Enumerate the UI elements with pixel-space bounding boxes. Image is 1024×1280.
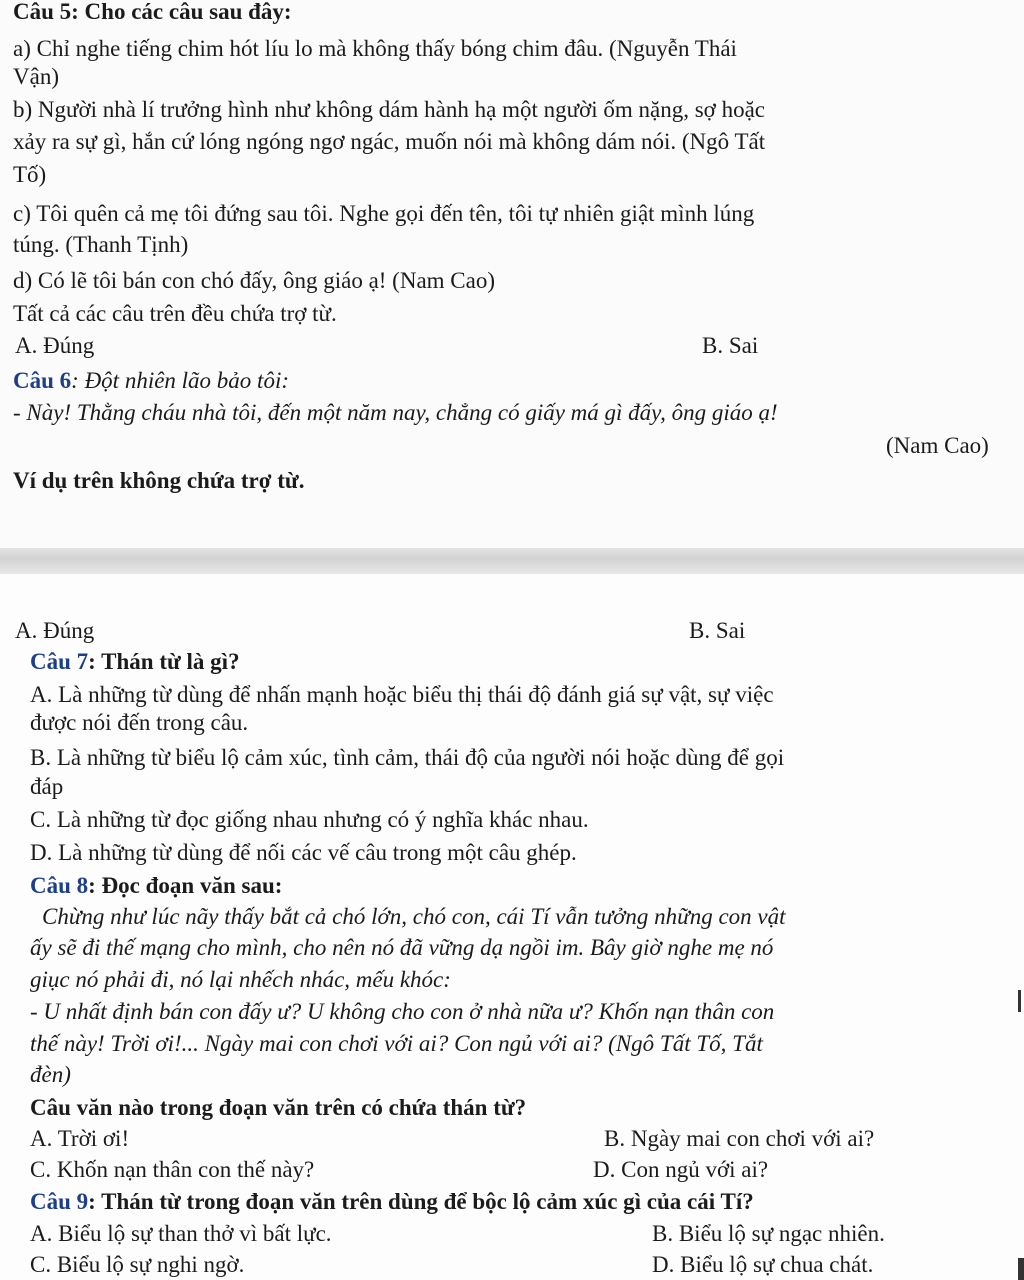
q7-option-b-line2: đáp bbox=[30, 774, 64, 799]
q8-heading-label: Câu 8 bbox=[30, 873, 89, 898]
q7-heading-label: Câu 7 bbox=[30, 649, 89, 674]
q5-item-c-line1: c) Tôi quên cả mẹ tôi đứng sau tôi. Nghe gọi đến tên, tôi tự nhiên giật mình lúng bbox=[13, 201, 755, 226]
q9-option-c: C. Biểu lộ sự nghi ngờ. bbox=[30, 1252, 245, 1277]
q8-option-a: A. Trời ơi! bbox=[30, 1126, 130, 1151]
q5-option-a: A. Đúng bbox=[15, 333, 95, 358]
q5-item-b-line3: Tố) bbox=[13, 162, 47, 187]
q9-option-d: D. Biểu lộ sự chua chát. bbox=[652, 1252, 874, 1277]
q8-passage-line1: Chừng như lúc nãy thấy bắt cả chó lớn, chó con, cái Tí vẫn tưởng những con vật bbox=[42, 904, 786, 929]
q8-passage-line2: ấy sẽ đi thế mạng cho mình, cho nên nó đã vững dạ ngồi im. Bây giờ nghe mẹ nó bbox=[30, 935, 774, 960]
q5-item-b-line1: b) Người nhà lí trưởng hình như không dám hành hạ một người ốm nặng, sợ hoặc bbox=[13, 97, 766, 122]
q8-option-c: C. Khốn nạn thân con thế này? bbox=[30, 1157, 315, 1182]
edge-mark bbox=[1018, 990, 1021, 1012]
q6-option-a: A. Đúng bbox=[15, 618, 95, 643]
q5-heading: Câu 5: Cho các câu sau đây: bbox=[13, 0, 292, 24]
q6-option-b: B. Sai bbox=[689, 618, 746, 643]
q5-option-b: B. Sai bbox=[702, 333, 759, 358]
q6-statement: Ví dụ trên không chứa trợ từ. bbox=[13, 468, 305, 493]
q6-heading-rest: : Đột nhiên lão bảo tôi: bbox=[71, 368, 289, 393]
q8-passage-line6: đèn) bbox=[30, 1062, 71, 1087]
q6-source: (Nam Cao) bbox=[886, 433, 989, 458]
q9-heading bbox=[30, 1187, 754, 1217]
edge-mark bbox=[1018, 1258, 1024, 1280]
q9-option-b: B. Biểu lộ sự ngạc nhiên. bbox=[652, 1221, 885, 1246]
q5-item-b-line2: xảy ra sự gì, hắn cứ lóng ngóng ngơ ngác, muốn nói mà không dám nói. (Ngô Tất bbox=[13, 129, 766, 154]
q6-heading-label: Câu 6 bbox=[13, 368, 72, 393]
panel-divider bbox=[0, 548, 1024, 574]
q9-heading-label: Câu 9 bbox=[30, 1189, 89, 1214]
q5-item-c-line2: túng. (Thanh Tịnh) bbox=[13, 232, 189, 257]
q8-option-d: D. Con ngủ với ai? bbox=[593, 1157, 769, 1182]
q7-heading bbox=[30, 647, 240, 677]
q5-item-a-line2: Vận) bbox=[13, 64, 59, 89]
q8-question: Câu văn nào trong đoạn văn trên có chứa thán từ? bbox=[30, 1095, 527, 1120]
q6-heading bbox=[13, 366, 289, 396]
q7-option-c: C. Là những từ đọc giống nhau nhưng có ý nghĩa khác nhau. bbox=[30, 807, 589, 832]
q5-item-d: d) Có lẽ tôi bán con chó đấy, ông giáo ạ! (Nam Cao) bbox=[13, 268, 496, 293]
q7-heading-rest: : Thán từ là gì? bbox=[88, 649, 240, 674]
q5-statement: Tất cả các câu trên đều chứa trợ từ. bbox=[13, 301, 337, 326]
q8-passage-line4: - U nhất định bán con đấy ư? U không cho con ở nhà nữa ư? Khốn nạn thân con bbox=[30, 999, 775, 1024]
q7-option-d: D. Là những từ dùng để nối các vế câu trong một câu ghép. bbox=[30, 840, 577, 865]
q6-quote: - Này! Thằng cháu nhà tôi, đến một năm nay, chẳng có giấy má gì đấy, ông giáo ạ! bbox=[13, 400, 778, 425]
q7-option-a-line1: A. Là những từ dùng để nhấn mạnh hoặc biểu thị thái độ đánh giá sự vật, sự việc bbox=[30, 682, 774, 707]
q8-heading-rest: : Đọc đoạn văn sau: bbox=[88, 873, 283, 898]
q7-option-b-line1: B. Là những từ biểu lộ cảm xúc, tình cảm, thái độ của người nói hoặc dùng để gọi bbox=[30, 745, 785, 770]
q8-heading bbox=[30, 871, 282, 901]
q9-option-a: A. Biểu lộ sự than thở vì bất lực. bbox=[30, 1221, 332, 1246]
q8-passage-line5: thế này! Trời ơi!... Ngày mai con chơi với ai? Con ngủ với ai? (Ngô Tất Tố, Tắt bbox=[30, 1031, 763, 1056]
q8-option-b: B. Ngày mai con chơi với ai? bbox=[604, 1126, 875, 1151]
q9-heading-rest: : Thán từ trong đoạn văn trên dùng để bộc lộ cảm xúc gì của cái Tí? bbox=[88, 1189, 754, 1214]
q8-passage-line3: giục nó phải đi, nó lại nhếch nhác, mếu khóc: bbox=[30, 967, 451, 992]
q5-item-a-line1: a) Chỉ nghe tiếng chim hót líu lo mà không thấy bóng chim đâu. (Nguyễn Thái bbox=[13, 36, 737, 61]
q7-option-a-line2: được nói đến trong câu. bbox=[30, 710, 249, 735]
